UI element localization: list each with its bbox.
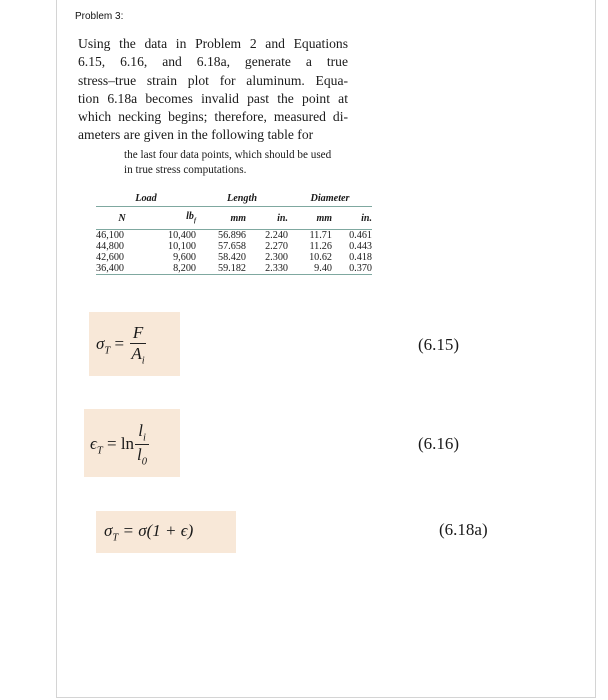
eq-den-base: A [131,343,142,363]
eq-den-sub: 0 [141,456,148,468]
eq-rhs: = σ(1 + ϵ) [122,521,194,540]
table-row [96,230,372,242]
cell: 11.71 [288,230,332,242]
equation-6-15 [96,324,148,366]
paragraph-line: ameters are given in the following table for [78,127,314,143]
cell: 57.658 [217,241,246,252]
eq-operator: = [114,334,125,354]
cell: 59.182 [196,263,246,275]
cell: 10.62 [309,252,332,263]
equation-6-16 [90,422,150,468]
problem-label: Problem 3: [75,11,124,22]
eq-lhs-sub: T [112,532,119,544]
eq-numerator [135,422,149,445]
cell: 42,600 [96,252,125,263]
eq-lhs-sub: T [96,445,103,457]
eq-lhs-sub: T [104,345,111,357]
header-length: Length [226,192,257,204]
cell: 46,100 [96,230,148,242]
eq-lhs: σ [96,334,105,354]
header-diameter: Diameter [310,192,350,204]
eq-fraction [128,324,147,366]
table-row [96,263,372,275]
cell: 36,400 [96,263,148,275]
cell: 9.40 [288,263,332,275]
unit-n: N [96,207,148,230]
cell: 0.443 [349,241,372,252]
table-row [96,241,372,252]
eq-denominator [134,445,150,467]
paragraph-line: 6.15, 6.16, and 6.18a, generate a true [78,54,348,70]
eq-function: ln [120,433,135,453]
unit-mm: mm [288,207,332,230]
cell: 56.896 [196,230,246,242]
equation-number: (6.18a) [439,520,488,539]
problem-paragraph [78,35,348,145]
eq-den-base: l [137,445,142,465]
table-unit-header-row [96,207,372,230]
cell: 0.418 [349,252,372,263]
paragraph-line: Using the data in Problem 2 and Equations [78,36,348,51]
table-caption [124,148,384,177]
paragraph-line: stress–true strain plot for aluminum. Equa- [78,72,348,88]
eq-fraction [134,422,150,468]
paragraph-line: which necking begins; therefore, measured di- [78,109,348,125]
eq-lhs: σ [104,521,113,540]
cell: 2.300 [265,252,288,263]
data-table [96,190,372,275]
eq-lhs: ϵ [90,433,97,453]
unit-mm: mm [196,207,246,230]
cell: 0.461 [332,230,372,242]
caption-line: in true stress computations. [124,163,247,176]
header-load: Load [135,192,157,204]
unit-in: in. [332,207,372,230]
eq-den-sub: i [141,355,145,367]
cell: 9,600 [173,252,196,263]
unit-in: in. [246,207,288,230]
cell: 44,800 [96,241,125,252]
eq-num-sub: i [142,432,146,444]
paragraph-line: tion 6.18a becomes invalid past the point at [78,90,348,106]
equation-number: (6.15) [418,335,460,354]
unit-f-subscript: f [193,216,196,224]
eq-numerator: F [130,324,146,344]
cell: 10,400 [148,230,196,242]
cell: 10,100 [167,241,196,252]
cell: 2.330 [246,263,288,275]
cell: 2.240 [246,230,288,242]
cell: 11.26 [309,241,332,252]
cell: 8,200 [148,263,196,275]
unit-lb: lb [186,210,194,222]
table-row [96,252,372,263]
caption-line: the last four data points, which should be used [124,149,332,161]
eq-denominator [128,344,147,366]
table-group-header-row [96,190,372,207]
cell: 58.420 [217,252,246,263]
cell: 2.270 [265,241,288,252]
equation-6-18a [104,521,193,543]
cell: 0.370 [332,263,372,275]
unit-lbf [148,207,196,230]
equation-number: (6.16) [418,434,460,453]
eq-num-base: l [138,421,143,440]
eq-operator: = [106,433,117,453]
